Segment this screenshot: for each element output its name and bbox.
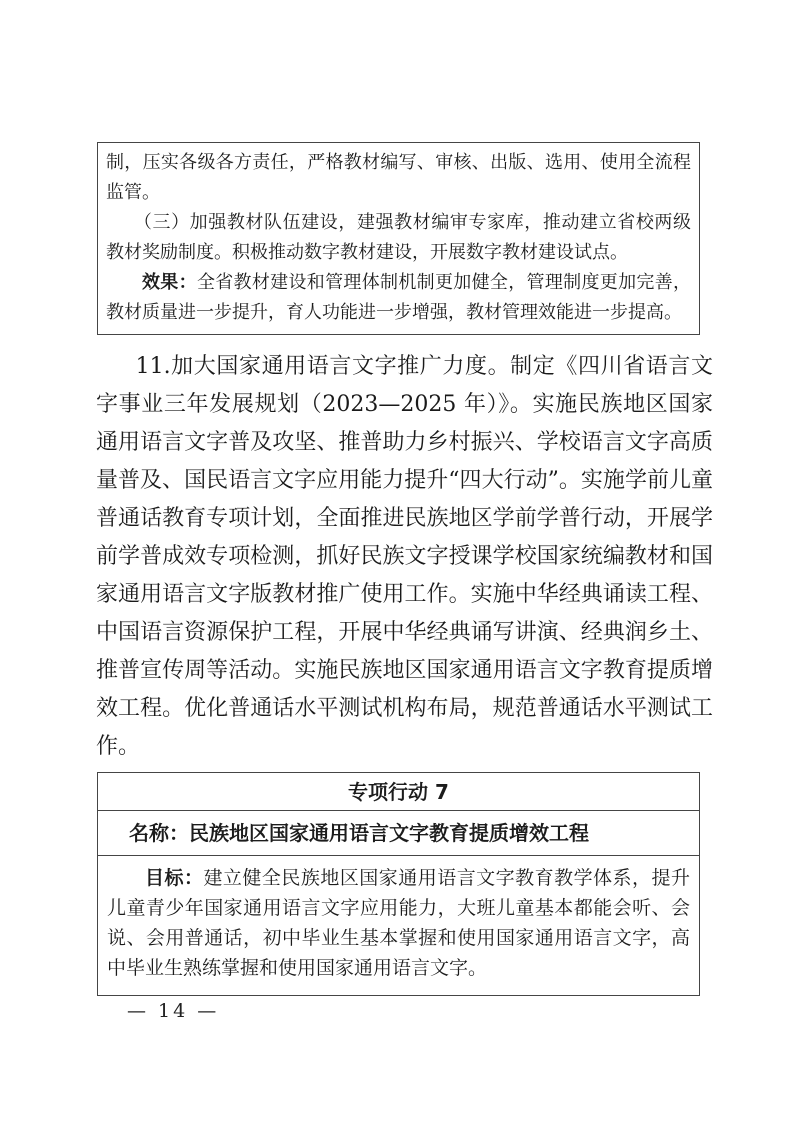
- effect-label: 效果：: [142, 272, 197, 293]
- goal-text: 建立健全民族地区国家通用语言文字教育教学体系，提升儿童青少年国家通用语言文字应用能力，大班儿童基本都能会听、会说、会用普通话，初中毕业生基本掌握和使用国家通用语言文字，高中毕业生熟练掌握和使用国家通用语言文字。: [107, 867, 690, 979]
- page-number: — 14 —: [127, 1000, 220, 1022]
- action-table-goal-row: [98, 855, 699, 995]
- effect-text: 全省教材建设和管理体制机制更加健全，管理制度更加完善，教材质量进一步提升，育人功能进一步增强，教材管理效能进一步提高。: [106, 272, 692, 323]
- special-action-7-table: [97, 772, 700, 996]
- materials-section-box: [97, 142, 700, 335]
- body-paragraph-item11: 11.加大国家通用语言文字推广力度。制定《四川省语言文字事业三年发展规划（2023—2025 年）》。实施民族地区国家通用语言文字普及攻坚、推普助力乡村振兴、学校语言文字高质量普及、国民语言文字应用能力提升“四大行动”。实施学前儿童普通话教育专项计划，全面推进民族地区学前学普行动，开展学前学普成效专项检测，抓好民族文字授课学校国家统编教材和国家通用语言文字版教材推广使用工作。实施中华经典诵读工程、中国语言资源保护工程，开展中华经典诵写讲演、经典润乡土、推普宣传周等活动。实施民族地区国家通用语言文字教育提质增效工程。优化普通话水平测试机构布局，规范普通话水平测试工作。: [96, 354, 713, 759]
- action-table-header: 专项行动 7: [348, 780, 449, 804]
- action-table-name-row: 名称：民族地区国家通用语言文字教育提质增效工程: [98, 810, 699, 855]
- materials-paragraph-item3: （三）加强教材队伍建设，建强教材编审专家库，推动建立省校两级教材奖励制度。积极推动数字教材建设，开展数字教材建设试点。: [106, 212, 691, 263]
- materials-paragraph-continuation: 制，压实各级各方责任，严格教材编写、审核、出版、选用、使用全流程监管。: [106, 152, 691, 203]
- goal-label: 目标：: [145, 867, 204, 889]
- materials-paragraph-effect: [106, 268, 691, 328]
- goal-paragraph: [107, 863, 690, 983]
